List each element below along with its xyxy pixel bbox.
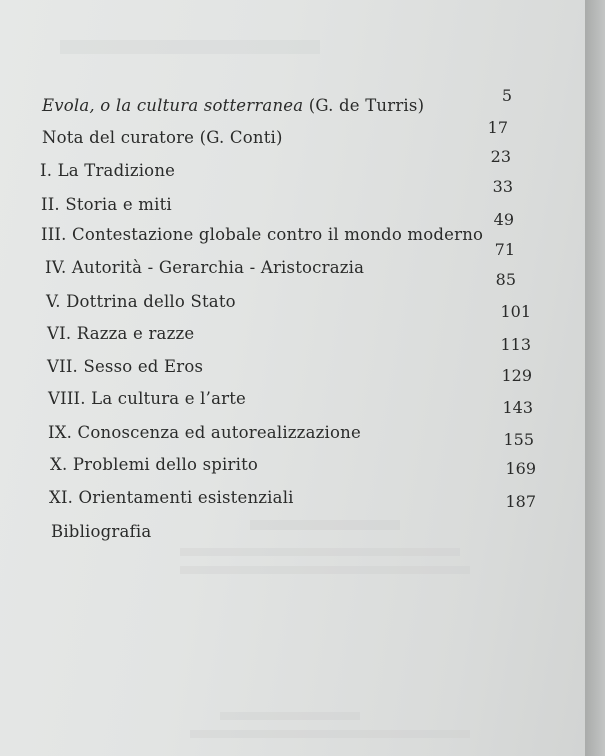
toc-entry-title: IX. Conoscenza ed autorealizzazione xyxy=(48,423,361,442)
toc-entry-page: 23 xyxy=(490,147,511,166)
toc-entry-title: I. La Tradizione xyxy=(40,161,176,180)
toc-entry-title: VIII. La cultura e l’arte xyxy=(48,389,247,408)
toc-entry-page: 169 xyxy=(505,459,536,478)
toc-entry xyxy=(42,270,532,312)
toc-entry-title: IV. Autorità - Gerarchia - Aristocrazia xyxy=(45,258,365,277)
toc-entry-page: 129 xyxy=(501,366,532,385)
toc-entry-page: 113 xyxy=(500,335,531,354)
toc-entry xyxy=(42,118,532,148)
toc-entry-page: 85 xyxy=(495,270,516,289)
toc-entry-title: VII. Sesso ed Eros xyxy=(47,357,204,376)
toc-entry-page: 143 xyxy=(502,398,533,417)
toc-entry-title: II. Storia e miti xyxy=(41,195,172,214)
toc-entry xyxy=(42,335,532,377)
toc-entry-page: 33 xyxy=(492,177,513,196)
toc-entry xyxy=(42,302,532,344)
toc-entry-title: V. Dottrina dello Stato xyxy=(46,292,236,311)
toc-entry-page: 49 xyxy=(493,210,514,229)
toc-entry-title: XI. Orientamenti esistenziali xyxy=(49,488,294,507)
toc-entry-page: 17 xyxy=(487,118,508,137)
toc-entry-title: VI. Razza e razze xyxy=(47,324,195,343)
toc-entry xyxy=(42,86,532,116)
toc-entry-title: Nota del curatore (G. Conti) xyxy=(42,128,283,147)
toc-entry-page: 5 xyxy=(501,86,512,105)
toc-entry-page: 71 xyxy=(494,240,515,259)
toc-entry-page: 155 xyxy=(503,430,534,449)
toc-entry-title: Evola, o la cultura sotterranea (G. de Turris) xyxy=(42,96,425,115)
toc-entry-title: Bibliografia xyxy=(51,522,152,541)
toc-entry-page: 187 xyxy=(505,492,536,511)
toc-entry-page: 101 xyxy=(500,302,531,321)
toc-entry-title: III. Contestazione globale contro il mondo moderno xyxy=(41,225,484,244)
toc-entry-title: X. Problemi dello spirito xyxy=(50,455,259,474)
page-edge-shadow xyxy=(585,0,605,756)
